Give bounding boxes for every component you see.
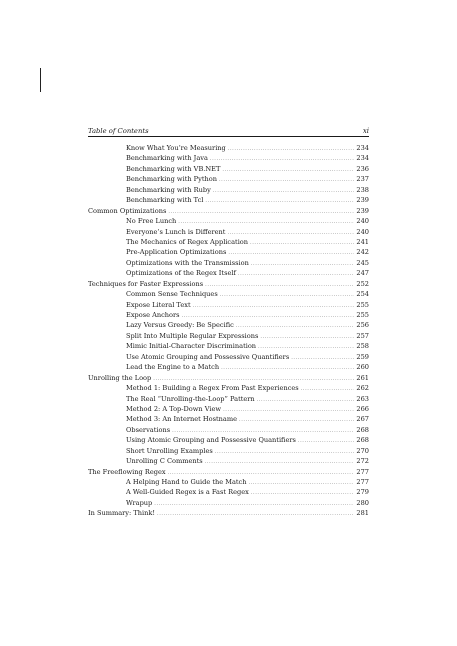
toc-dot-leader bbox=[223, 405, 354, 415]
toc-entry-page: 247 bbox=[356, 269, 369, 278]
toc-entry-label: Use Atomic Grouping and Possessive Quantifiers bbox=[126, 352, 290, 361]
toc-subsection-entry[interactable] bbox=[88, 185, 369, 195]
toc-entry-label: Benchmarking with Tcl bbox=[126, 196, 204, 205]
toc-entry-label: The Freeflowing Regex bbox=[88, 467, 166, 476]
toc-subsection-entry[interactable] bbox=[88, 320, 369, 330]
toc-subsection-entry[interactable] bbox=[88, 404, 369, 414]
toc-entry-page: 256 bbox=[356, 321, 369, 330]
toc-dot-leader bbox=[213, 186, 354, 196]
toc-entry-page: 245 bbox=[356, 258, 369, 267]
toc-entry-label: Wrapup bbox=[126, 498, 153, 507]
toc-subsection-entry[interactable] bbox=[88, 247, 369, 257]
toc-dot-leader bbox=[205, 196, 354, 206]
toc-dot-leader bbox=[154, 499, 354, 509]
toc-entry-label: Unrolling the Loop bbox=[88, 373, 152, 382]
toc-entry-page: 263 bbox=[356, 394, 369, 403]
toc-subsection-entry[interactable] bbox=[88, 300, 369, 310]
toc-entry-label: Know What You’re Measuring bbox=[126, 144, 226, 152]
toc-dot-leader bbox=[222, 165, 354, 175]
toc-dot-leader bbox=[250, 238, 354, 248]
toc-entry-page: 261 bbox=[356, 373, 369, 382]
toc-subsection-entry[interactable] bbox=[88, 498, 369, 508]
toc-entry-label: Common Optimizations bbox=[88, 206, 167, 215]
toc-entry-page: 234 bbox=[356, 144, 369, 152]
toc-dot-leader bbox=[251, 259, 354, 269]
toc-entry-page: 236 bbox=[356, 164, 369, 173]
toc-entry-label: Method 3: An Internet Hostname bbox=[126, 415, 237, 424]
toc-entry-page: 239 bbox=[356, 206, 369, 215]
toc-subsection-entry[interactable] bbox=[88, 310, 369, 320]
toc-subsection-entry[interactable] bbox=[88, 289, 369, 299]
toc-subsection-entry[interactable] bbox=[88, 383, 369, 393]
toc-entry-label: Techniques for Faster Expressions bbox=[88, 279, 204, 288]
toc-entry-label: Method 1: Building a Regex From Past Experiences bbox=[126, 384, 299, 393]
toc-subsection-entry[interactable] bbox=[88, 331, 369, 341]
toc-entry-label: Lead the Engine to a Match bbox=[126, 363, 220, 372]
toc-entry-label: Benchmarking with Ruby bbox=[126, 185, 211, 194]
toc-entry-page: 279 bbox=[356, 488, 369, 497]
toc-subsection-entry[interactable] bbox=[88, 237, 369, 247]
toc-dot-leader bbox=[193, 301, 354, 311]
toc-subsection-entry[interactable] bbox=[88, 143, 369, 153]
toc-dot-leader bbox=[205, 457, 354, 467]
toc-entry-label: In Summary: Think! bbox=[88, 509, 155, 518]
toc-entry-label: Expose Literal Text bbox=[126, 300, 191, 309]
toc-entry-page: 268 bbox=[356, 425, 369, 434]
toc-entry-page: 238 bbox=[356, 185, 369, 194]
toc-entry-label: The Real “Unrolling-the-Loop” Pattern bbox=[126, 394, 255, 403]
toc-section-entry[interactable] bbox=[88, 206, 369, 216]
toc-entry-page: 257 bbox=[356, 331, 369, 340]
toc-entry-page: 268 bbox=[356, 436, 369, 445]
toc-subsection-entry[interactable] bbox=[88, 227, 369, 237]
toc-entry-page: 234 bbox=[356, 154, 369, 163]
toc-entry-page: 280 bbox=[356, 498, 369, 507]
toc-section-entry[interactable] bbox=[88, 467, 369, 477]
toc-subsection-entry[interactable] bbox=[88, 341, 369, 351]
toc-entry-label: Benchmarking with VB.NET bbox=[126, 164, 221, 173]
toc-entry-page: 240 bbox=[356, 217, 369, 226]
toc-subsection-entry[interactable] bbox=[88, 362, 369, 372]
toc-dot-leader bbox=[215, 447, 354, 457]
toc-entry-label: A Helping Hand to Guide the Match bbox=[126, 478, 247, 486]
toc-subsection-entry[interactable] bbox=[88, 425, 369, 435]
toc-dot-leader bbox=[238, 269, 354, 279]
toc-entry-page: 241 bbox=[356, 237, 369, 246]
toc-entry-page: 262 bbox=[356, 384, 369, 393]
toc-entry-label: Optimizations of the Regex Itself bbox=[126, 269, 236, 278]
toc-subsection-entry[interactable] bbox=[88, 216, 369, 226]
toc-subsection-entry[interactable] bbox=[88, 435, 369, 445]
toc-entry-page: 252 bbox=[356, 279, 369, 288]
toc-subsection-entry[interactable] bbox=[88, 477, 369, 487]
toc-subsection-entry[interactable] bbox=[88, 394, 369, 404]
toc-dot-leader bbox=[239, 415, 354, 425]
toc-entry-label: Benchmarking with Python bbox=[126, 175, 217, 184]
toc-entry-label: Method 2: A Top-Down View bbox=[126, 404, 222, 413]
page-number: xi bbox=[362, 127, 369, 135]
toc-subsection-entry[interactable] bbox=[88, 153, 369, 163]
toc-entry-label: Pre-Application Optimizations bbox=[126, 248, 227, 257]
toc-entry-label: The Mechanics of Regex Application bbox=[126, 237, 249, 246]
toc-entry-page: 254 bbox=[356, 290, 369, 299]
toc-dot-leader bbox=[298, 436, 354, 446]
toc-section-entry[interactable] bbox=[88, 373, 369, 383]
toc-subsection-entry[interactable] bbox=[88, 174, 369, 184]
toc-entry-page: 259 bbox=[356, 352, 369, 361]
running-header bbox=[88, 124, 369, 137]
toc-entry-label: Lazy Versus Greedy: Be Specific bbox=[126, 321, 234, 330]
toc-subsection-entry[interactable] bbox=[88, 446, 369, 456]
toc-dot-leader bbox=[257, 395, 354, 405]
toc-entry-label: Everyone’s Lunch is Different bbox=[126, 227, 226, 236]
toc-section-entry[interactable] bbox=[88, 279, 369, 289]
toc-entry-page: 272 bbox=[356, 457, 369, 466]
toc-subsection-entry[interactable] bbox=[88, 195, 369, 205]
toc-entry-page: 267 bbox=[356, 415, 369, 424]
toc-entry-label: Common Sense Techniques bbox=[126, 290, 218, 299]
toc-entry-label: Mimic Initial-Character Discrimination bbox=[126, 342, 257, 351]
toc-entry-label: Expose Anchors bbox=[126, 311, 180, 319]
toc-entry-page: 239 bbox=[356, 196, 369, 205]
toc-entry-page: 277 bbox=[356, 478, 369, 486]
toc-dot-leader bbox=[301, 384, 354, 394]
crop-mark bbox=[40, 68, 41, 92]
toc-subsection-entry[interactable] bbox=[88, 268, 369, 278]
toc-dot-leader bbox=[220, 290, 354, 300]
toc-entry-label: Short Unrolling Examples bbox=[126, 446, 213, 455]
toc-dot-leader bbox=[205, 280, 354, 290]
toc-entry-page: 260 bbox=[356, 363, 369, 372]
toc-entry-label: Unrolling C Comments bbox=[126, 457, 203, 466]
toc-entry-page: 255 bbox=[356, 300, 369, 309]
toc-dot-leader bbox=[251, 488, 354, 498]
toc-entry-page: 266 bbox=[356, 404, 369, 413]
toc-entry-label: Observations bbox=[126, 425, 171, 434]
toc-subsection-entry[interactable] bbox=[88, 487, 369, 497]
table-of-contents bbox=[88, 143, 369, 519]
toc-entry-page: 277 bbox=[356, 467, 369, 476]
toc-entry-label: No Free Lunch bbox=[126, 217, 177, 226]
toc-entry-page: 255 bbox=[356, 311, 369, 319]
running-header-title: Table of Contents bbox=[88, 127, 149, 135]
toc-subsection-entry[interactable] bbox=[88, 164, 369, 174]
toc-dot-leader bbox=[248, 478, 354, 488]
toc-entry-page: 258 bbox=[356, 342, 369, 351]
toc-section-entry[interactable] bbox=[88, 508, 369, 518]
toc-subsection-entry[interactable] bbox=[88, 352, 369, 362]
toc-subsection-entry[interactable] bbox=[88, 456, 369, 466]
toc-dot-leader bbox=[210, 154, 354, 164]
toc-entry-label: A Well-Guided Regex is a Fast Regex bbox=[126, 488, 249, 497]
toc-subsection-entry[interactable] bbox=[88, 414, 369, 424]
toc-dot-leader bbox=[157, 509, 354, 519]
toc-entry-page: 281 bbox=[356, 509, 369, 518]
toc-entry-label: Using Atomic Grouping and Possessive Quantifiers bbox=[126, 436, 296, 445]
toc-entry-page: 242 bbox=[356, 248, 369, 257]
toc-entry-label: Optimizations with the Transmission bbox=[126, 258, 249, 267]
toc-dot-leader bbox=[219, 175, 354, 185]
toc-dot-leader bbox=[221, 363, 354, 373]
toc-entry-page: 270 bbox=[356, 446, 369, 455]
toc-dot-leader bbox=[168, 207, 354, 217]
toc-dot-leader bbox=[260, 332, 354, 342]
toc-entry-label: Benchmarking with Java bbox=[126, 154, 208, 163]
toc-dot-leader bbox=[228, 144, 354, 154]
toc-subsection-entry[interactable] bbox=[88, 258, 369, 268]
toc-entry-page: 237 bbox=[356, 175, 369, 184]
toc-dot-leader bbox=[291, 353, 354, 363]
toc-entry-label: Split Into Multiple Regular Expressions bbox=[126, 331, 259, 340]
toc-entry-page: 240 bbox=[356, 227, 369, 236]
